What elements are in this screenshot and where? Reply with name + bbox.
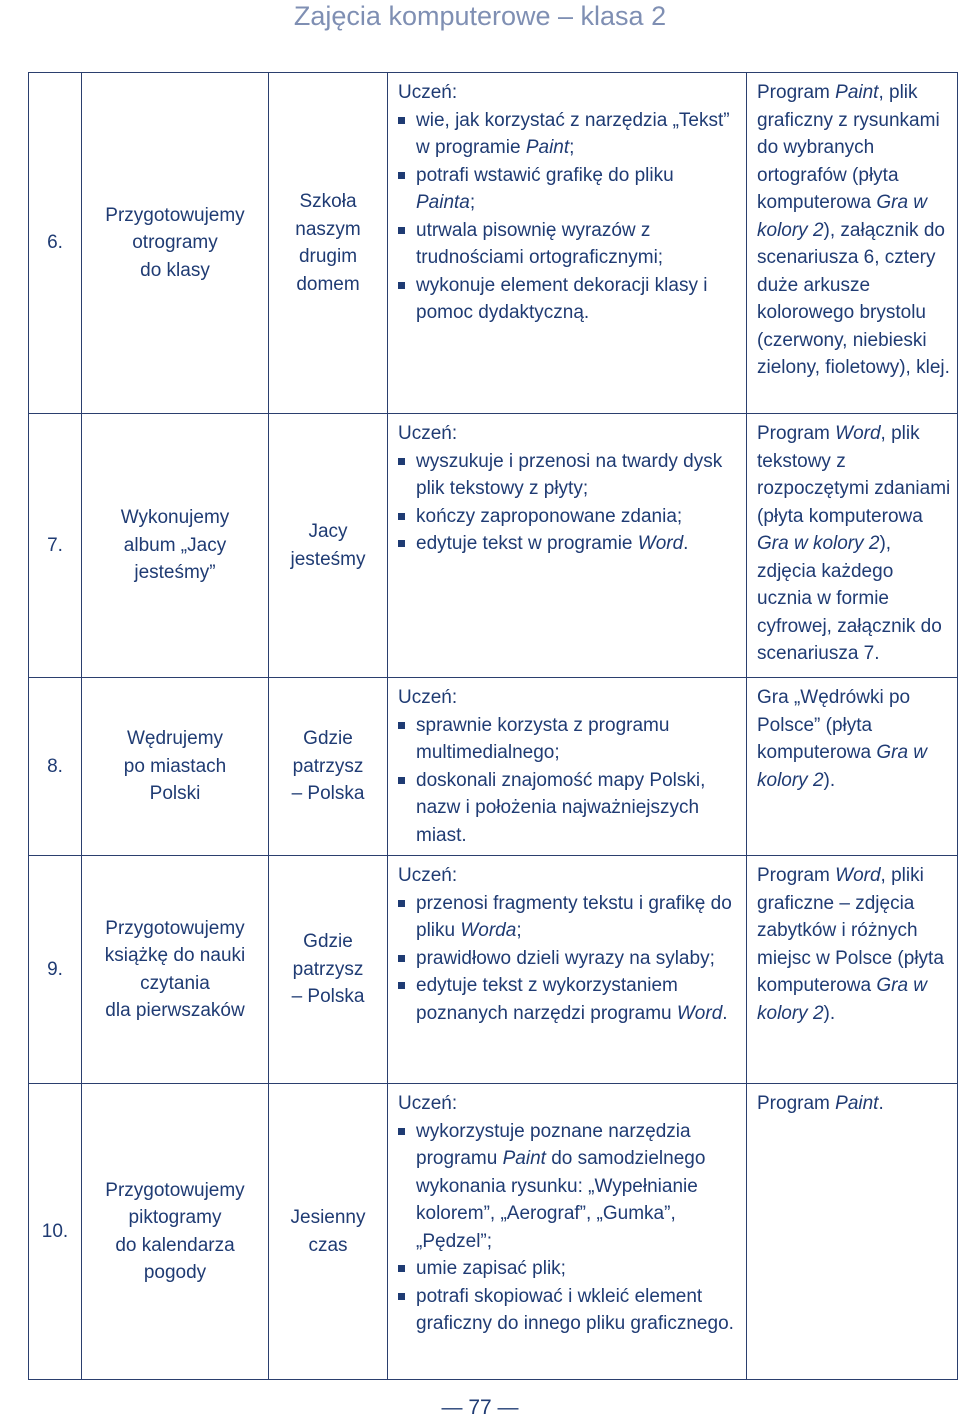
goal-item: przenosi fragmenty tekstu i grafikę do pliku Worda; [398,890,738,945]
lesson-theme-line: Gdzie [303,931,353,953]
goal-item: edytuje tekst w programie Word. [398,530,738,558]
goal-item: wykorzystuje poznane narzędzia programu Paint do samodzielnego wykonania rysunku: „Wypełnianie kolorem”, „Aerograf”, „Gumka”, „Pędzel”; [398,1118,738,1256]
goals-label: Uczeń: [398,423,458,444]
lesson-title-line: po miastach [123,755,227,777]
lesson-theme [269,414,388,678]
goal-item: wyszukuje i przenosi na twardy dysk plik tekstowy z płyty; [398,448,738,503]
lesson-title-line: do klasy [140,259,210,281]
lesson-goals [388,678,747,856]
lesson-theme-line: naszym [295,218,361,240]
lesson-title [82,678,269,856]
lesson-goals [388,856,747,1084]
goal-item: wie, jak korzystać z narzędzia „Tekst” w programie Paint; [398,107,738,162]
lesson-title-line: książkę do nauki [104,945,246,966]
lesson-title-line: pogody [143,1262,207,1283]
page-number: — 77 — [441,1396,519,1419]
lesson-number: 6. [29,73,82,414]
lesson-number: 8. [29,678,82,856]
lesson-number: 9. [29,856,82,1084]
lesson-title-line: jesteśmy” [134,562,216,584]
table-row [29,678,958,856]
lesson-title-line: do kalendarza [115,1234,235,1256]
lesson-materials: Program Word, plik tekstowy z rozpoczętymi zdaniami (płyta komputerowa Gra w kolory 2), zdjęcia każdego ucznia w formie cyfrowej, załącznik do scenariusza 7. [747,414,958,678]
lesson-theme-line: Jacy [308,521,348,542]
lesson-theme-line: patrzysz [292,755,364,777]
lesson-title-line: piktogramy [128,1207,222,1228]
lesson-goals [388,73,747,414]
goals-list [398,1118,738,1338]
lesson-title-line: otrogramy [132,232,218,254]
goal-item: utrwala pisownię wyrazów z trudnościami ortograficznymi; [398,217,738,272]
goal-item: potrafi wstawić grafikę do pliku Painta; [398,162,738,217]
lesson-title [82,856,269,1084]
goals-list [398,712,738,850]
lesson-theme-line: drugim [298,246,358,267]
lesson-theme [269,678,388,856]
lesson-materials: Gra „Wędrówki po Polsce” (płyta komputerowa Gra w kolory 2). [747,678,958,856]
lesson-title-line: Przygotowujemy [105,204,245,226]
lesson-theme-line: domem [296,273,360,295]
goal-item: umie zapisać plik; [398,1255,738,1283]
lesson-theme-line: – Polska [291,986,365,1008]
lesson-title-line: Wykonujemy [120,507,230,529]
lesson-theme-line: – Polska [291,783,365,805]
table-row [29,1084,958,1380]
lesson-title-line: album „Jacy [123,534,227,556]
lesson-materials: Program Paint, plik graficzny z rysunkami do wybranych ortografów (płyta komputerowa Gra w kolory 2), załącznik do scenariusza 6, cztery duże arkusze kolorowego brystolu (czerwony, niebieski zielony, fioletowy), klej. [747,73,958,414]
lesson-goals [388,1084,747,1380]
goal-item: wykonuje element dekoracji klasy i pomoc dydaktyczną. [398,272,738,327]
lesson-title-line: czytania [140,972,210,994]
goals-label: Uczeń: [398,865,458,886]
lesson-theme [269,856,388,1084]
table-row [29,73,958,414]
lesson-title-line: Przygotowujemy [105,1179,245,1201]
lesson-title [82,73,269,414]
lesson-title-line: Polski [149,783,201,805]
lesson-theme-line: Szkoła [299,191,357,212]
lesson-theme-line: Jesienny [290,1207,366,1228]
lesson-title-line: Wędrujemy [126,728,224,750]
page-header: Zajęcia komputerowe – klasa 2 [293,1,667,31]
goals-label: Uczeń: [398,1093,458,1114]
lesson-theme-line: czas [308,1234,348,1256]
lesson-materials: Program Paint. [747,1084,958,1380]
goal-item: doskonali znajomość mapy Polski, nazw i położenia najważniejszych miast. [398,767,738,850]
lesson-number: 10. [29,1084,82,1380]
lesson-theme [269,73,388,414]
table-row [29,856,958,1084]
lesson-theme [269,1084,388,1380]
goal-item: prawidłowo dzieli wyrazy na sylaby; [398,945,738,973]
goals-list [398,890,738,1028]
goal-item: edytuje tekst z wykorzystaniem poznanych narzędzi programu Word. [398,972,738,1027]
lesson-theme-line: patrzysz [292,958,364,980]
lesson-title-line: Przygotowujemy [105,917,245,939]
goals-list [398,107,738,327]
goal-item: sprawnie korzysta z programu multimedialnego; [398,712,738,767]
lesson-title-line: dla pierwszaków [105,1000,245,1021]
table-row [29,414,958,678]
lesson-number: 7. [29,414,82,678]
lesson-title [82,414,269,678]
lesson-goals [388,414,747,678]
goals-label: Uczeń: [398,687,458,708]
lesson-materials: Program Word, pliki graficzne – zdjęcia zabytków i różnych miejsc w Polsce (płyta komputerowa Gra w kolory 2). [747,856,958,1084]
goals-list [398,448,738,558]
goal-item: potrafi skopiować i wkleić element graficzny do innego pliku graficznego. [398,1283,738,1338]
lesson-title [82,1084,269,1380]
lesson-table [28,72,958,1380]
goal-item: kończy zaproponowane zdania; [398,503,738,531]
lesson-theme-line: jesteśmy [290,548,366,570]
goals-label: Uczeń: [398,82,458,103]
lesson-theme-line: Gdzie [303,728,353,750]
